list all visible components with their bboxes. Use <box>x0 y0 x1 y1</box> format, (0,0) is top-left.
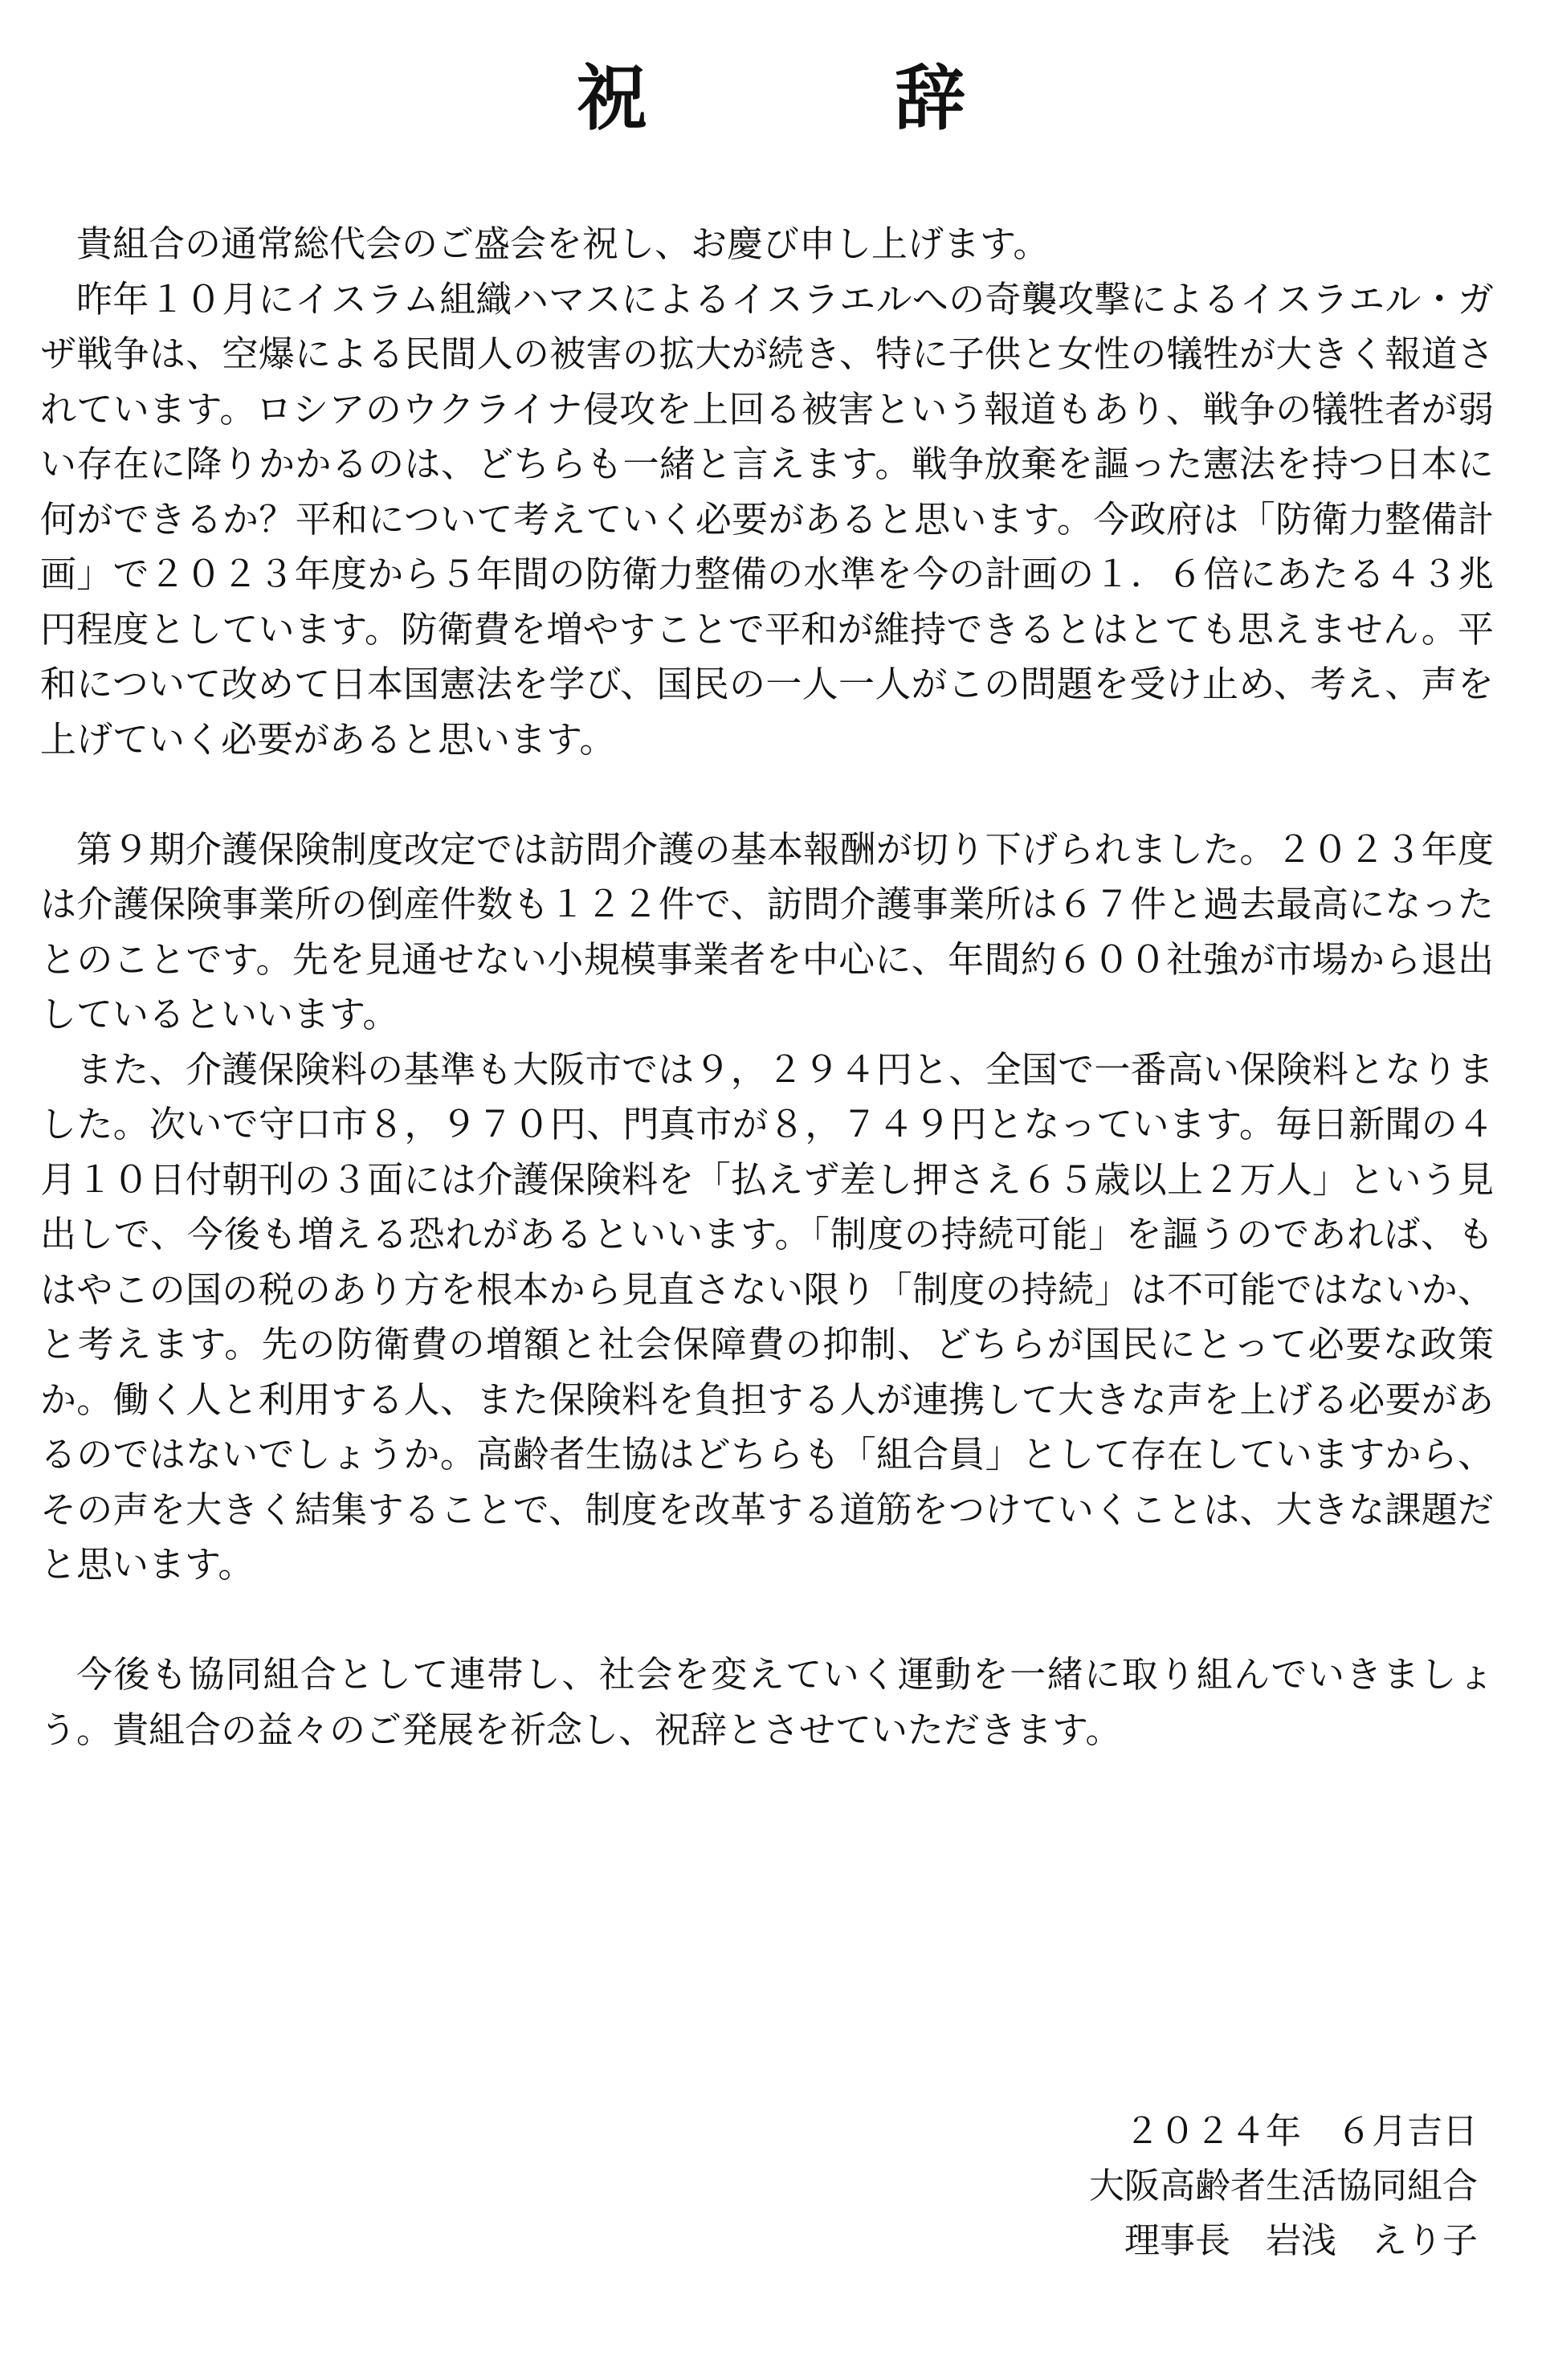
paragraph-peace: 昨年１０月にイスラム組織ハマスによるイスラエルへの奇襲攻撃によるイスラエル・ガザ戦争は、空爆による民間人の被害の拡大が続き、特に子供と女性の犠牲が大きく報道されています。ロシアのウクライナ侵攻を上回る被害という報道もあり、戦争の犠牲者が弱い存在に降りかかるのは、どちらも一緒と言えます。戦争放棄を謳った憲法を持つ日本に何ができるか？平和について考えていく必要があると思います。今政府は「防衛力整備計画」で２０２３年度から５年間の防衛力整備の水準を今の計画の１．６倍にあたる４３兆円程度としています。防衛費を増やすことで平和が維持できるとはとても思えません。平和について改めて日本国憲法を学び、国民の一人一人がこの問題を受け止め、考え、声を上げていく必要があると思います。 <box>40 277 1494 761</box>
paragraph-closing: 今後も協同組合として連帯し、社会を変えていく運動を一緒に取り組んでいきましょう。貴組合の益々のご発展を祈念し、祝辞とさせていただきます。 <box>40 1653 1494 1751</box>
document-body <box>40 217 1494 1757</box>
paragraph-insurance-premium: また、介護保険料の基準も大阪市では９，２９４円と、全国で一番高い保険料となりました。次いで守口市８，９７０円、門真市が８，７４９円となっています。毎日新聞の４月１０日付朝刊の３面には介護保険料を「払えず差し押さえ６５歳以上２万人」という見出しで、今後も増える恐れがあるといいます。「制度の持続可能」を謳うのであれば、もはやこの国の税のあり方を根本から見直さない限り「制度の持続」は不可能ではないか、と考えます。先の防衛費の増額と社会保障費の抑制、どちらが国民にとって必要な政策か。働く人と利用する人、また保険料を負担する人が連携して大きな声を上げる必要があるのではないでしょうか。高齢者生協はどちらも「組合員」として存在していますから、その声を大きく結集することで、制度を改革する道筋をつけていくことは、大きな課題だと思います。 <box>40 1047 1494 1586</box>
signature-block <box>1089 2104 1478 2268</box>
signature-signer: 理事長 岩浅 えり子 <box>1124 2220 1478 2261</box>
paragraph-spacer <box>40 767 1494 823</box>
signature-date: ２０２４年 ６月吉日 <box>1124 2111 1478 2152</box>
paragraph-care-insurance: 第９期介護保険制度改定では訪問介護の基本報酬が切り下げられました。２０２３年度は介護保険事業所の倒産件数も１２２件で、訪問介護事業所は６７件と過去最高になったとのことです。先を見通せない小規模事業者を中心に、年間約６００社強が市場から退出しているといいます。 <box>40 827 1494 1035</box>
paragraph-greeting: 貴組合の通常総代会のご盛会を祝し、お慶び申し上げます。 <box>76 222 1050 265</box>
signature-organization: 大阪高齢者生活協同組合 <box>1089 2166 1478 2207</box>
paragraph-spacer <box>40 1593 1494 1648</box>
document-title: 祝 辞 <box>576 56 1054 140</box>
